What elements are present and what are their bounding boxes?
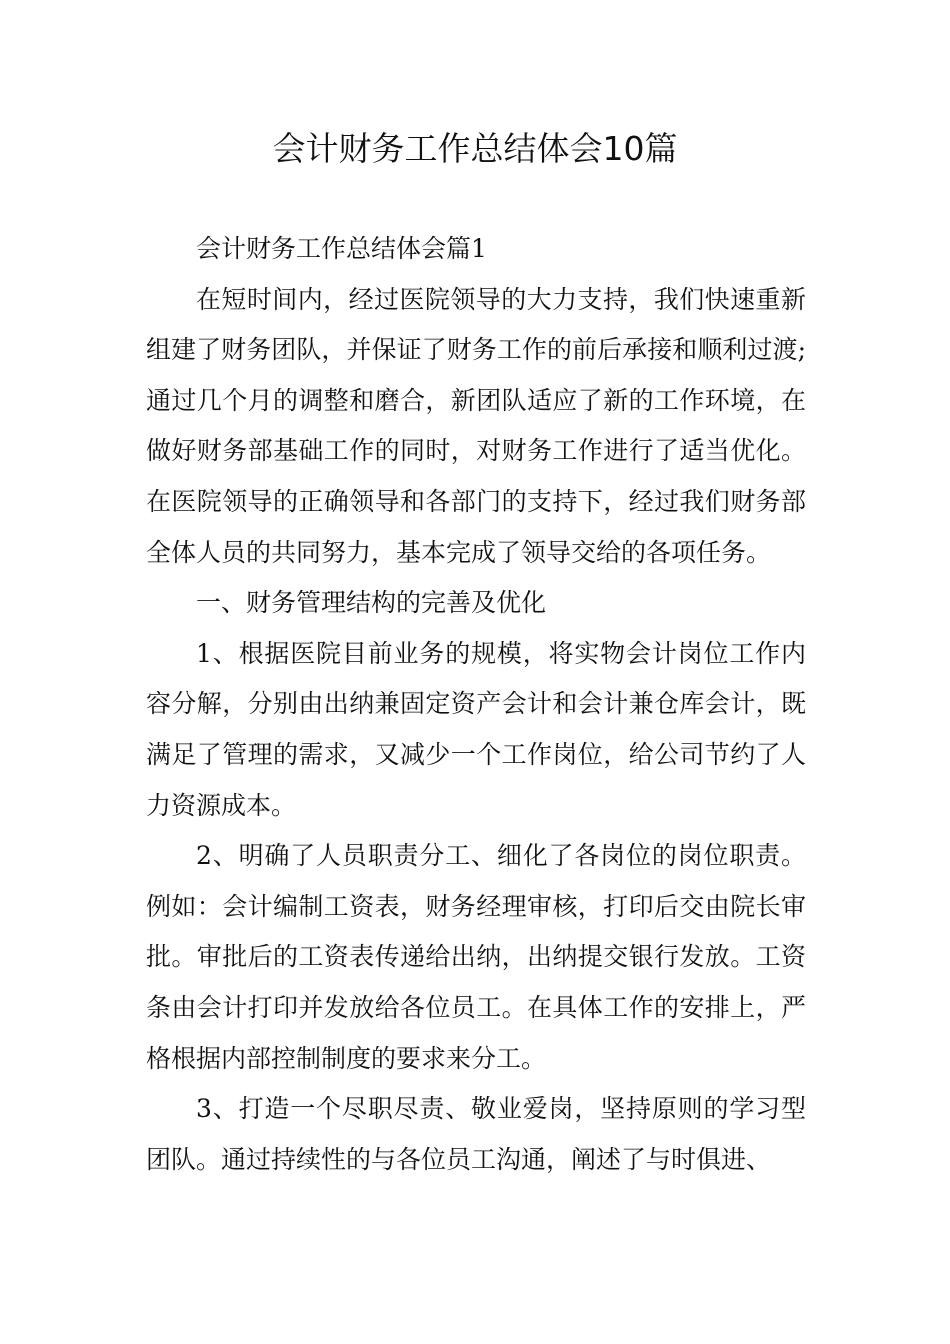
section-heading: 一、财务管理结构的完善及优化 xyxy=(196,588,547,618)
document-title: 会计财务工作总结体会10篇 xyxy=(272,129,678,168)
paragraph-item-2: 2、明确了人员职责分工、细化了各岗位的岗位职责。例如：会计编制工资表，财务经理审核，打印后交由院长审批。审批后的工资表传递给出纳，出纳提交银行发放。工资条由会计打印并发放给各位员工。在具体工作的安排上，严格根据内部控制制度的要求来分工。 xyxy=(146,841,806,1073)
section-subtitle: 会计财务工作总结体会篇1 xyxy=(196,234,487,263)
paragraph-item-3: 3、打造一个尽职尽责、敬业爱岗，坚持原则的学习型团队。通过持续性的与各位员工沟通，阐述了与时俱进、 xyxy=(146,1094,806,1174)
paragraph-intro: 在短时间内，经过医院领导的大力支持，我们快速重新组建了财务团队，并保证了财务工作的前后承接和顺利过渡;通过几个月的调整和磨合，新团队适应了新的工作环境，在做好财务部基础工作的同时，对财务工作进行了适当优化。在医院领导的正确领导和各部门的支持下，经过我们财务部全体人员的共同努力，基本完成了领导交给的各项任务。 xyxy=(146,284,806,567)
document-body xyxy=(146,224,806,1185)
paragraph-item-1: 1、根据医院目前业务的规模，将实物会计岗位工作内容分解，分别由出纳兼固定资产会计和会计兼仓库会计，既满足了管理的需求，又减少一个工作岗位，给公司节约了人力资源成本。 xyxy=(146,638,806,820)
